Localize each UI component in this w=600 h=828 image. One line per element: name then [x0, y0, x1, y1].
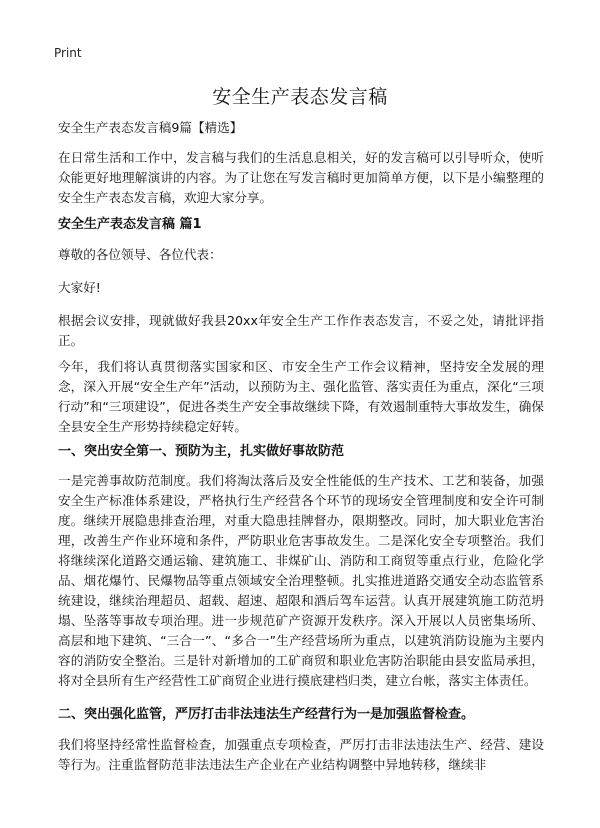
paragraph-2: 今年，我们将认真贯彻落实国家和区、市安全生产工作会议精神，坚持安全发展的理念，深入开展“安全生产年”活动，以预防为主、强化监管、落实责任为重点，深化“三项行动”和“三项建设”，促进各类生产安全事故继续下降，有效遏制重特大事故发生，确保全县安全生产形势持续稳定好转。	[58, 359, 544, 434]
paragraph-4: 我们将坚持经常性监督检查，加强重点专项检查，严厉打击非法违法生产、经营、建设等行为。注重监督防范非法违法生产企业在产业结构调整中异地转移，继续非	[58, 737, 544, 772]
hello-line: 大家好!	[58, 280, 101, 295]
paragraph-1: 根据会议安排，现就做好我县20xx年安全生产工作作表态发言，不妥之处，请批评指正。	[58, 313, 544, 348]
heading-1: 一、突出安全第一、预防为主，扎实做好事故防范	[58, 444, 345, 459]
section-title: 安全生产表态发言稿 篇1	[58, 217, 202, 232]
document-subtitle: 安全生产表态发言稿9篇【精选】	[58, 120, 243, 135]
intro-paragraph: 在日常生活和工作中，发言稿与我们的生活息息相关，好的发言稿可以引导听众，使听众能更好地理解演讲的内容。为了让您在写发言稿时更加简单方便，以下是小编整理的安全生产表态发言稿，欢迎大家分享。	[58, 150, 544, 205]
print-label: Print	[54, 46, 82, 60]
greeting-line: 尊敬的各位领导、各位代表：	[58, 247, 222, 262]
heading-2: 二、突出强化监管，严厉打击非法违法生产经营行为一是加强监督检查。	[58, 707, 475, 722]
paragraph-3: 一是完善事故防范制度。我们将淘汰落后及安全性能低的生产技术、工艺和装备，加强安全生产标准体系建设，严格执行生产经营各个环节的现场安全管理制度和安全许可制度。继续开展隐患排查治理，对重大隐患挂牌督办，限期整改。同时，加大职业危害治理，改善生产作业环境和条件，严防职业危害事故发生。二是深化安全专项整治。我们将继续深化道路交通运输、建筑施工、非煤矿山、消防和工商贸等重点行业，危险化学品、烟花爆竹、民爆物品等重点领域安全治理整顿。扎实推进道路交通安全动态监管系统建设，继续治理超员、超载、超速、超限和酒后驾车运营。认真开展建筑施工防范坍塌、坠落等事故专项治理。进一步规范矿产资源开发秩序。深入开展以人员密集场所、高层和地下建筑、“三合一”、“多合一”生产经营场所为重点，以建筑消防设施为主要内容的消防安全整治。三是针对新增加的工矿商贸和职业危害防治职能由县安监局承担，将对全县所有生产经营性工矿商贸企业进行摸底建档归类，建立台帐，落实主体责任。	[58, 473, 544, 688]
document-title: 安全生产表态发言稿	[212, 86, 388, 108]
